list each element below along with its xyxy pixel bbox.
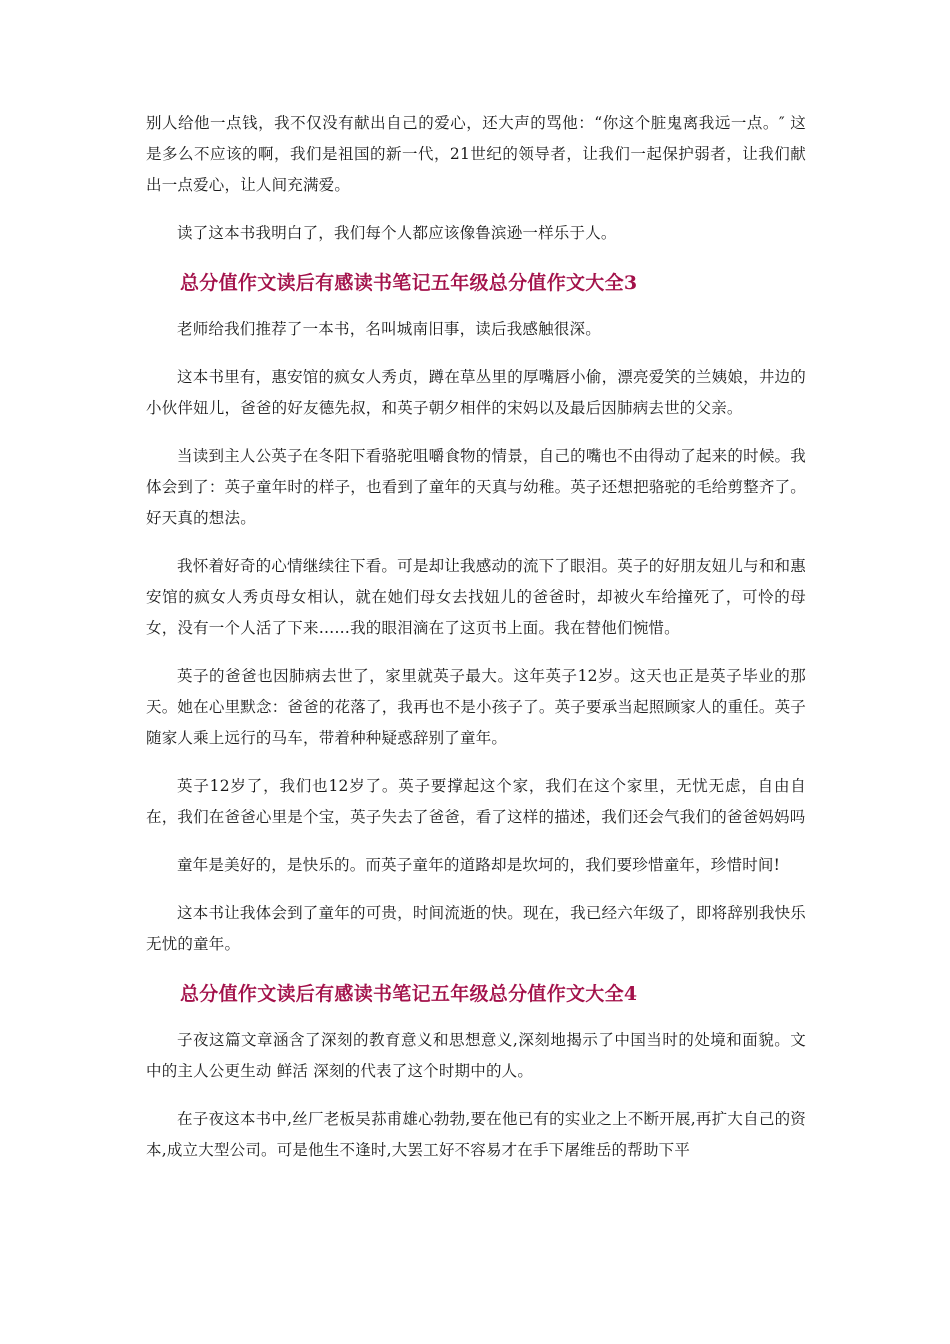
paragraph: 英子12岁了，我们也12岁了。英子要撑起这个家，我们在这个家里，无忧无虑，自由自在，我们在爸爸心里是个宝，英子失去了爸爸，看了这样的描述，我们还会气我们的爸爸妈妈吗 [146, 777, 806, 826]
paragraph: 我怀着好奇的心情继续往下看。可是却让我感动的流下了眼泪。英子的好朋友妞儿与和和惠安馆的疯女人秀贞母女相认，就在她们母女去找妞儿的爸爸时，却被火车给撞死了，可怜的母女，没有一个人活了下来……我的眼泪滴在了这页书上面。我在替他们惋惜。 [146, 557, 806, 637]
paragraph: 这本书里有，惠安馆的疯女人秀贞，蹲在草丛里的厚嘴唇小偷，漂亮爱笑的兰姨娘，井边的小伙伴妞儿，爸爸的好友德先叔，和英子朝夕相伴的宋妈以及最后因肺病去世的父亲。 [146, 368, 806, 417]
section-heading-3: 总分值作文读后有感读书笔记五年级总分值作文大全3 [180, 272, 638, 294]
paragraph: 在子夜这本书中,丝厂老板吴荪甫雄心勃勃,要在他已有的实业之上不断开展,再扩大自己的资本,成立大型公司。可是他生不逢时,大罢工好不容易才在手下屠维岳的帮助下平 [146, 1110, 806, 1159]
paragraph: 读了这本书我明白了，我们每个人都应该像鲁滨逊一样乐于人。 [177, 224, 617, 242]
document-page [146, 108, 806, 1183]
section-heading-4: 总分值作文读后有感读书笔记五年级总分值作文大全4 [180, 983, 638, 1005]
paragraph: 童年是美好的，是快乐的。而英子童年的道路却是坎坷的，我们要珍惜童年，珍惜时间! [177, 856, 781, 874]
paragraph: 英子的爸爸也因肺病去世了，家里就英子最大。这年英子12岁。这天也正是英子毕业的那天。她在心里默念：爸爸的花落了，我再也不是小孩子了。英子要承当起照顾家人的重任。英子随家人乘上远行的马车，带着种种疑惑辞别了童年。 [146, 667, 806, 747]
paragraph: 当读到主人公英子在冬阳下看骆驼咀嚼食物的情景，自己的嘴也不由得动了起来的时候。我体会到了：英子童年时的样子，也看到了童年的天真与幼稚。英子还想把骆驼的毛给剪整齐了。好天真的想法。 [146, 447, 806, 527]
paragraph: 子夜这篇文章涵含了深刻的教育意义和思想意义,深刻地揭示了中国当时的处境和面貌。文中的主人公更生动 鲜活 深刻的代表了这个时期中的人。 [146, 1031, 806, 1080]
paragraph: 老师给我们推荐了一本书，名叫城南旧事，读后我感触很深。 [177, 320, 601, 338]
paragraph: 别人给他一点钱，我不仅没有献出自己的爱心，还大声的骂他：“你这个脏鬼离我远一点。″ 这是多么不应该的啊，我们是祖国的新一代，21世纪的领导者，让我们一起保护弱者，让我们献出一点爱心，让人间充满爱。 [146, 114, 806, 194]
paragraph: 这本书让我体会到了童年的可贵，时间流逝的快。现在，我已经六年级了，即将辞别我快乐无忧的童年。 [146, 904, 806, 953]
